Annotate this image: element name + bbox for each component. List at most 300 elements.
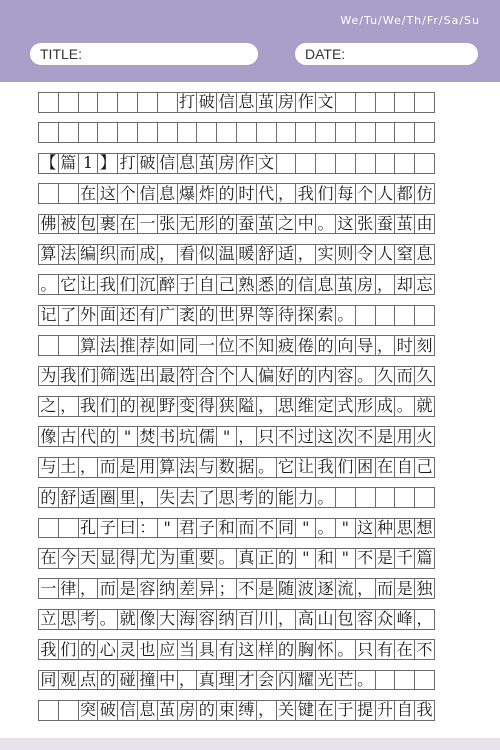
grid-cell: 就 xyxy=(414,396,435,417)
grid-cell: 算 xyxy=(78,335,99,356)
grid-cell: 突 xyxy=(78,700,99,721)
grid-cell: 刻 xyxy=(414,335,435,356)
grid-cell: 而 xyxy=(236,518,257,539)
grid-cell: 子 xyxy=(97,518,118,539)
weekday-selector[interactable]: We/Tu/We/Th/Fr/Sa/Su xyxy=(340,14,480,27)
grid-cell: 理 xyxy=(216,670,237,691)
grid-cell xyxy=(196,122,217,143)
grid-cell: 坑 xyxy=(177,426,198,447)
grid-cell: 待 xyxy=(276,305,297,326)
grid-cell: 峰 xyxy=(394,609,415,630)
grid-cell: 之 xyxy=(276,214,297,235)
grid-cell: 形 xyxy=(196,214,217,235)
grid-cell xyxy=(38,700,59,721)
grid-cell: 篇 xyxy=(58,153,79,174)
grid-cell: 偏 xyxy=(256,366,277,387)
grid-cell: 考 xyxy=(236,487,257,508)
grid-cell: 正 xyxy=(256,548,277,569)
grid-row xyxy=(38,396,435,417)
grid-cell: ， xyxy=(355,578,376,599)
grid-cell: 焚 xyxy=(137,426,158,447)
grid-cell: 。 xyxy=(315,518,336,539)
grid-cell: 息 xyxy=(414,244,435,265)
grid-cell: 缚 xyxy=(236,700,257,721)
grid-cell xyxy=(414,487,435,508)
grid-paper xyxy=(0,82,500,750)
grid-cell: 点 xyxy=(78,670,99,691)
grid-cell: 如 xyxy=(157,335,178,356)
grid-cell: 似 xyxy=(196,244,217,265)
grid-cell xyxy=(276,153,297,174)
grid-cell: 视 xyxy=(137,396,158,417)
grid-cell: 人 xyxy=(375,244,396,265)
grid-cell: 大 xyxy=(157,609,178,630)
grid-cell xyxy=(58,122,79,143)
grid-cell: 的 xyxy=(276,639,297,660)
grid-cell: 。 xyxy=(335,639,356,660)
grid-cell: 束 xyxy=(216,700,237,721)
grid-cell: 息 xyxy=(177,153,198,174)
grid-cell: 每 xyxy=(335,183,356,204)
grid-cell: 时 xyxy=(236,183,257,204)
grid-cell xyxy=(375,670,396,691)
grid-cell: 则 xyxy=(335,244,356,265)
grid-cell: 作 xyxy=(236,153,257,174)
grid-row xyxy=(38,700,435,721)
grid-cell xyxy=(78,122,99,143)
grid-row xyxy=(38,426,435,447)
grid-cell: 在 xyxy=(375,457,396,478)
grid-cell: 隘 xyxy=(236,396,257,417)
grid-cell: 而 xyxy=(394,366,415,387)
grid-cell: 会 xyxy=(256,670,277,691)
grid-cell: 的 xyxy=(216,214,237,235)
grid-cell xyxy=(38,183,59,204)
grid-cell: 思 xyxy=(58,609,79,630)
grid-cell: 算 xyxy=(157,457,178,478)
grid-cell: 自 xyxy=(394,700,415,721)
grid-cell: 它 xyxy=(58,274,79,295)
grid-cell: 不 xyxy=(414,639,435,660)
grid-cell: 闪 xyxy=(276,670,297,691)
grid-cell: 信 xyxy=(295,274,316,295)
grid-cell: 的 xyxy=(196,700,217,721)
grid-cell: 推 xyxy=(117,335,138,356)
grid-cell: 而 xyxy=(375,578,396,599)
grid-cell: 据 xyxy=(236,457,257,478)
grid-cell: 广 xyxy=(157,305,178,326)
grid-cell: 是 xyxy=(375,426,396,447)
grid-cell: 破 xyxy=(196,92,217,113)
grid-cell: 茧 xyxy=(394,214,415,235)
grid-cell: 像 xyxy=(38,426,59,447)
grid-cell: 是 xyxy=(256,578,277,599)
grid-cell: 外 xyxy=(78,305,99,326)
grid-cell: 用 xyxy=(394,426,415,447)
grid-cell: 的 xyxy=(216,183,237,204)
grid-cell: 己 xyxy=(414,457,435,478)
grid-cell: 在 xyxy=(78,183,99,204)
grid-cell: " xyxy=(295,548,316,569)
grid-cell: 变 xyxy=(177,396,198,417)
grid-cell: ， xyxy=(78,457,99,478)
grid-cell: 是 xyxy=(117,578,138,599)
grid-cell: 于 xyxy=(177,274,198,295)
grid-cell: ， xyxy=(58,396,79,417)
grid-cell: 力 xyxy=(295,487,316,508)
grid-cell: 能 xyxy=(276,487,297,508)
grid-cell: 心 xyxy=(97,639,118,660)
grid-cell xyxy=(137,92,158,113)
grid-cell: 圈 xyxy=(97,487,118,508)
grid-cell: 茧 xyxy=(256,92,277,113)
grid-cell xyxy=(58,183,79,204)
grid-cell: 不 xyxy=(256,518,277,539)
grid-cell: 千 xyxy=(394,548,415,569)
grid-cell: 个 xyxy=(355,183,376,204)
grid-cell: 舒 xyxy=(58,487,79,508)
grid-cell xyxy=(38,122,59,143)
grid-cell: 沉 xyxy=(137,274,158,295)
grid-cell: 法 xyxy=(177,457,198,478)
grid-cell: 了 xyxy=(58,305,79,326)
grid-cell: 张 xyxy=(157,214,178,235)
grid-cell xyxy=(335,92,356,113)
grid-cell: 高 xyxy=(295,609,316,630)
grid-cell: 息 xyxy=(157,183,178,204)
grid-cell: 书 xyxy=(157,426,178,447)
grid-cell xyxy=(414,305,435,326)
grid-cell: 最 xyxy=(157,366,178,387)
grid-row xyxy=(38,335,435,356)
grid-cell: 我 xyxy=(78,396,99,417)
grid-cell: 只 xyxy=(256,426,277,447)
grid-cell: 文 xyxy=(315,92,336,113)
grid-cell: ， xyxy=(177,670,198,691)
grid-cell: 裹 xyxy=(97,214,118,235)
grid-cell: 仿 xyxy=(414,183,435,204)
grid-cell xyxy=(355,153,376,174)
grid-cell: 成 xyxy=(375,396,396,417)
grid-cell: 向 xyxy=(335,335,356,356)
grid-cell: ， xyxy=(157,244,178,265)
grid-row xyxy=(38,518,435,539)
grid-cell: 真 xyxy=(196,670,217,691)
grid-cell: 不 xyxy=(355,548,376,569)
grid-cell xyxy=(38,335,59,356)
grid-cell: 于 xyxy=(335,700,356,721)
grid-cell: 我 xyxy=(97,274,118,295)
grid-cell: 人 xyxy=(236,366,257,387)
grid-cell xyxy=(117,122,138,143)
grid-cell: 而 xyxy=(117,244,138,265)
grid-cell: 应 xyxy=(157,639,178,660)
grid-cell: 了 xyxy=(196,487,217,508)
grid-cell: 们 xyxy=(335,457,356,478)
grid-row xyxy=(38,487,435,508)
grid-row xyxy=(38,153,435,174)
grid-cell: 蚕 xyxy=(236,214,257,235)
grid-cell: ， xyxy=(78,578,99,599)
grid-cell: 关 xyxy=(276,700,297,721)
grid-cell: 窒 xyxy=(394,244,415,265)
grid-cell: 爆 xyxy=(177,183,198,204)
grid-row xyxy=(38,457,435,478)
grid-cell: 得 xyxy=(196,396,217,417)
grid-cell: 们 xyxy=(78,366,99,387)
grid-cell: 还 xyxy=(117,305,138,326)
grid-cell xyxy=(414,153,435,174)
grid-cell xyxy=(295,153,316,174)
grid-cell: 考 xyxy=(78,609,99,630)
grid-cell xyxy=(216,122,237,143)
grid-cell: 醉 xyxy=(157,274,178,295)
grid-cell: 袤 xyxy=(177,305,198,326)
grid-cell: 显 xyxy=(97,548,118,569)
grid-row xyxy=(38,548,435,569)
grid-cell: 代 xyxy=(78,426,99,447)
grid-cell: 篇 xyxy=(414,548,435,569)
grid-cell: 百 xyxy=(236,609,257,630)
grid-cell: 代 xyxy=(256,183,277,204)
grid-cell xyxy=(355,92,376,113)
grid-cell: ， xyxy=(236,426,257,447)
grid-cell: 的 xyxy=(315,335,336,356)
grid-cell: 在 xyxy=(394,639,415,660)
grid-cell xyxy=(335,122,356,143)
grid-cell xyxy=(335,487,356,508)
grid-cell: 的 xyxy=(196,305,217,326)
grid-cell: 这 xyxy=(97,183,118,204)
grid-cell: 熟 xyxy=(236,274,257,295)
grid-cell: 与 xyxy=(38,457,59,478)
grid-cell: 古 xyxy=(58,426,79,447)
grid-cell: ， xyxy=(256,700,277,721)
grid-cell: 去 xyxy=(177,487,198,508)
grid-cell: 打 xyxy=(177,92,198,113)
grid-cell: 忘 xyxy=(414,274,435,295)
grid-cell: 房 xyxy=(276,92,297,113)
grid-row xyxy=(38,183,435,204)
grid-cell: 种 xyxy=(375,518,396,539)
grid-cell xyxy=(394,305,415,326)
grid-cell: 暖 xyxy=(236,244,257,265)
grid-cell: ， xyxy=(414,609,435,630)
grid-cell: 信 xyxy=(117,700,138,721)
grid-cell: " xyxy=(335,548,356,569)
grid-cell: 火 xyxy=(414,426,435,447)
grid-cell: 思 xyxy=(276,396,297,417)
grid-cell: 界 xyxy=(236,305,257,326)
grid-cell: 让 xyxy=(78,274,99,295)
grid-cell: 息 xyxy=(137,700,158,721)
grid-cell: 的 xyxy=(97,426,118,447)
grid-cell xyxy=(177,122,198,143)
grid-cell: " xyxy=(335,518,356,539)
grid-cell xyxy=(97,122,118,143)
grid-cell: 破 xyxy=(97,700,118,721)
grid-cell xyxy=(355,305,376,326)
grid-cell: 在 xyxy=(117,214,138,235)
grid-cell: 异 xyxy=(196,578,217,599)
grid-cell: 山 xyxy=(315,609,336,630)
grid-cell: 息 xyxy=(315,274,336,295)
title-field[interactable]: TITLE: xyxy=(30,43,258,65)
grid-cell: 同 xyxy=(276,518,297,539)
grid-cell: 包 xyxy=(78,214,99,235)
grid-cell xyxy=(375,153,396,174)
grid-cell: 思 xyxy=(216,487,237,508)
grid-cell: 尤 xyxy=(137,548,158,569)
grid-cell: 众 xyxy=(375,609,396,630)
grid-cell xyxy=(394,153,415,174)
grid-cell: 和 xyxy=(216,518,237,539)
grid-cell xyxy=(394,122,415,143)
grid-cell: 像 xyxy=(137,609,158,630)
grid-cell: " xyxy=(157,518,178,539)
grid-row xyxy=(38,578,435,599)
grid-cell: " xyxy=(117,426,138,447)
grid-cell: 纳 xyxy=(216,609,237,630)
grid-cell: 】 xyxy=(97,153,118,174)
grid-cell: 光 xyxy=(315,670,336,691)
grid-cell: 独 xyxy=(414,578,435,599)
grid-cell: 数 xyxy=(216,457,237,478)
grid-cell: 温 xyxy=(216,244,237,265)
grid-cell: 升 xyxy=(375,700,396,721)
grid-cell: 怀 xyxy=(315,639,336,660)
grid-cell: 之 xyxy=(38,396,59,417)
grid-cell: 内 xyxy=(315,366,336,387)
grid-cell xyxy=(58,518,79,539)
grid-cell: 蚕 xyxy=(375,214,396,235)
grid-cell: 为 xyxy=(38,366,59,387)
grid-cell: 想 xyxy=(414,518,435,539)
grid-cell: 这 xyxy=(355,518,376,539)
grid-cell: 茧 xyxy=(157,700,178,721)
grid-cell: ； xyxy=(216,578,237,599)
grid-cell: 。 xyxy=(97,609,118,630)
grid-cell: 中 xyxy=(295,214,316,235)
grid-cell xyxy=(394,92,415,113)
grid-cell xyxy=(137,122,158,143)
grid-cell: 而 xyxy=(97,578,118,599)
grid-cell: 有 xyxy=(375,639,396,660)
grid-cell xyxy=(295,122,316,143)
grid-cell xyxy=(375,92,396,113)
grid-cell xyxy=(375,487,396,508)
grid-cell: 形 xyxy=(355,396,376,417)
date-field[interactable]: DATE: xyxy=(295,43,478,65)
grid-cell: 房 xyxy=(216,153,237,174)
grid-cell: 碰 xyxy=(117,670,138,691)
grid-cell xyxy=(414,670,435,691)
grid-cell: 实 xyxy=(315,244,336,265)
grid-cell xyxy=(58,92,79,113)
grid-cell: 在 xyxy=(38,548,59,569)
grid-cell: 有 xyxy=(137,305,158,326)
grid-cell: 个 xyxy=(216,366,237,387)
grid-cell: 是 xyxy=(394,578,415,599)
grid-cell: 胸 xyxy=(295,639,316,660)
grid-cell: 包 xyxy=(335,609,356,630)
grid-cell: 。 xyxy=(38,274,59,295)
grid-row xyxy=(38,670,435,691)
grid-cell: 筛 xyxy=(97,366,118,387)
grid-row xyxy=(38,92,435,113)
grid-cell: 曰 xyxy=(117,518,138,539)
grid-cell: 它 xyxy=(276,457,297,478)
grid-cell: 里 xyxy=(117,487,138,508)
grid-cell: 茧 xyxy=(196,153,217,174)
grid-cell: 的 xyxy=(38,487,59,508)
grid-row xyxy=(38,639,435,660)
grid-cell: 就 xyxy=(117,609,138,630)
grid-cell: 的 xyxy=(276,548,297,569)
grid-cell: 的 xyxy=(276,274,297,295)
grid-cell: 困 xyxy=(355,457,376,478)
grid-cell: ， xyxy=(276,183,297,204)
grid-cell: 信 xyxy=(216,92,237,113)
grid-cell: 时 xyxy=(394,335,415,356)
grid-cell: 久 xyxy=(414,366,435,387)
grid-cell: 耀 xyxy=(295,670,316,691)
grid-cell: 中 xyxy=(157,670,178,691)
grid-cell: 不 xyxy=(355,426,376,447)
grid-cell: 却 xyxy=(394,274,415,295)
grid-cell: 打 xyxy=(117,153,138,174)
grid-cell xyxy=(78,92,99,113)
grid-cell xyxy=(256,122,277,143)
grid-cell: ， xyxy=(375,274,396,295)
grid-cell: 差 xyxy=(177,578,198,599)
grid-cell: ， xyxy=(375,335,396,356)
grid-cell: 适 xyxy=(78,487,99,508)
grid-cell: 是 xyxy=(375,548,396,569)
grid-cell: 己 xyxy=(216,274,237,295)
grid-cell: 不 xyxy=(236,335,257,356)
grid-cell: 君 xyxy=(177,518,198,539)
grid-cell: 的 xyxy=(97,670,118,691)
grid-cell: 律 xyxy=(58,578,79,599)
grid-cell: 。 xyxy=(355,366,376,387)
grid-row xyxy=(38,305,435,326)
grid-cell: 随 xyxy=(276,578,297,599)
grid-cell: 编 xyxy=(78,244,99,265)
grid-cell: 。 xyxy=(216,548,237,569)
grid-cell: 定 xyxy=(315,396,336,417)
grid-cell: 们 xyxy=(117,274,138,295)
grid-cell: 观 xyxy=(58,670,79,691)
grid-cell: 儒 xyxy=(196,426,217,447)
grid-cell: 位 xyxy=(216,335,237,356)
page-bottom-edge xyxy=(0,738,500,750)
grid-cell: " xyxy=(295,518,316,539)
grid-cell: 纳 xyxy=(157,578,178,599)
grid-cell: 信 xyxy=(137,183,158,204)
grid-cell: 为 xyxy=(157,548,178,569)
grid-cell: 探 xyxy=(295,305,316,326)
grid-cell: 也 xyxy=(137,639,158,660)
grid-cell: 重 xyxy=(177,548,198,569)
grid-cell: 个 xyxy=(117,183,138,204)
grid-cell: 孔 xyxy=(78,518,99,539)
grid-row xyxy=(38,244,435,265)
grid-cell xyxy=(315,122,336,143)
grid-cell: 而 xyxy=(97,457,118,478)
grid-cell: 记 xyxy=(38,305,59,326)
grid-cell: 息 xyxy=(236,92,257,113)
